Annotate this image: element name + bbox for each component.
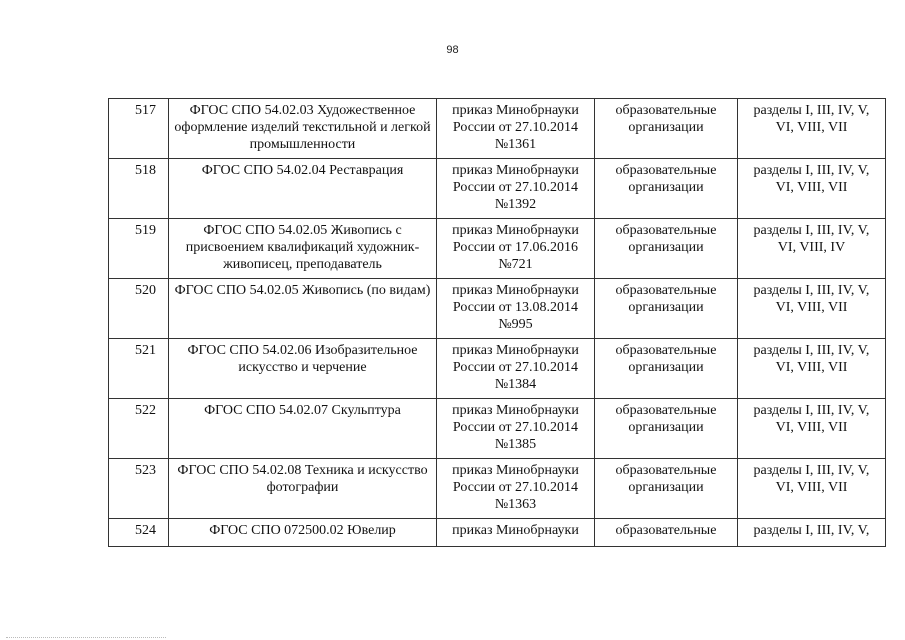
page-number: 98 [446, 44, 459, 56]
table-row [109, 99, 886, 159]
standard-name-cell: ФГОС СПО 54.02.07 Скульптура [169, 399, 437, 459]
order-cell [437, 459, 595, 519]
row-number-cell: 521 [109, 339, 169, 399]
organization-cell: образовательные организации [595, 339, 738, 399]
order-line: приказ Минобрнауки [452, 163, 579, 178]
sections-cell: разделы I, III, IV, V, VI, VIII, IV [738, 219, 886, 279]
organization-cell: образовательные организации [595, 159, 738, 219]
table-row [109, 339, 886, 399]
order-cell [437, 219, 595, 279]
order-line: №1392 [494, 197, 537, 212]
sections-cell: разделы I, III, IV, V, VI, VIII, VII [738, 339, 886, 399]
order-line: России от 27.10.2014 [452, 420, 579, 435]
order-line: №1363 [494, 497, 537, 512]
row-number-cell: 519 [109, 219, 169, 279]
order-line: приказ Минобрнауки [452, 223, 579, 238]
standard-name-cell: ФГОС СПО 54.02.05 Живопись с присвоением квалификаций художник-живописец, преподаватель [169, 219, 437, 279]
row-number-cell: 518 [109, 159, 169, 219]
standard-name-cell: ФГОС СПО 54.02.06 Изобразительное искусство и черчение [169, 339, 437, 399]
sections-cell: разделы I, III, IV, V, [738, 519, 886, 547]
standard-name-cell: ФГОС СПО 54.02.04 Реставрация [169, 159, 437, 219]
order-line: приказ Минобрнауки [452, 343, 579, 358]
order-line: России от 27.10.2014 [452, 480, 579, 495]
standard-name-cell: ФГОС СПО 54.02.03 Художественное оформление изделий текстильной и легкой промышленности [169, 99, 437, 159]
row-number-cell: 522 [109, 399, 169, 459]
table-row [109, 279, 886, 339]
row-number-cell: 524 [109, 519, 169, 547]
table-row [109, 159, 886, 219]
order-line: №995 [498, 317, 533, 332]
organization-cell: образовательные организации [595, 459, 738, 519]
standard-name-cell: ФГОС СПО 54.02.05 Живопись (по видам) [169, 279, 437, 339]
organization-cell: образовательные организации [595, 99, 738, 159]
order-line: приказ Минобрнауки [452, 463, 579, 478]
standard-name-cell: ФГОС СПО 54.02.08 Техника и искусство фотографии [169, 459, 437, 519]
standard-name-cell: ФГОС СПО 072500.02 Ювелир [169, 519, 437, 547]
order-line: России от 27.10.2014 [452, 180, 579, 195]
order-line: №1384 [494, 377, 537, 392]
order-cell [437, 159, 595, 219]
order-cell [437, 399, 595, 459]
order-line: приказ Минобрнауки [452, 103, 579, 118]
organization-cell: образовательные [595, 519, 738, 547]
order-cell [437, 339, 595, 399]
sections-cell: разделы I, III, IV, V, VI, VIII, VII [738, 459, 886, 519]
order-line: №1361 [494, 137, 537, 152]
order-line: России от 17.06.2016 [452, 240, 579, 255]
order-line: России от 13.08.2014 [452, 300, 579, 315]
organization-cell: образовательные организации [595, 399, 738, 459]
row-number-cell: 517 [109, 99, 169, 159]
order-line: №721 [498, 257, 533, 272]
table-row [109, 519, 886, 547]
order-line: приказ Минобрнауки [452, 283, 579, 298]
sections-cell: разделы I, III, IV, V, VI, VIII, VII [738, 99, 886, 159]
order-line: приказ Минобрнауки [452, 523, 579, 538]
order-line: №1385 [494, 437, 537, 452]
sections-cell: разделы I, III, IV, V, VI, VIII, VII [738, 399, 886, 459]
order-line: России от 27.10.2014 [452, 120, 579, 135]
table-row [109, 459, 886, 519]
row-number-cell: 523 [109, 459, 169, 519]
table-row [109, 219, 886, 279]
order-line: России от 27.10.2014 [452, 360, 579, 375]
organization-cell: образовательные организации [595, 279, 738, 339]
standards-table [108, 98, 886, 547]
order-line: приказ Минобрнауки [452, 403, 579, 418]
row-number-cell: 520 [109, 279, 169, 339]
sections-cell: разделы I, III, IV, V, VI, VIII, VII [738, 159, 886, 219]
order-cell [437, 279, 595, 339]
organization-cell: образовательные организации [595, 219, 738, 279]
sections-cell: разделы I, III, IV, V, VI, VIII, VII [738, 279, 886, 339]
table-row [109, 399, 886, 459]
order-cell [437, 99, 595, 159]
order-cell [437, 519, 595, 547]
